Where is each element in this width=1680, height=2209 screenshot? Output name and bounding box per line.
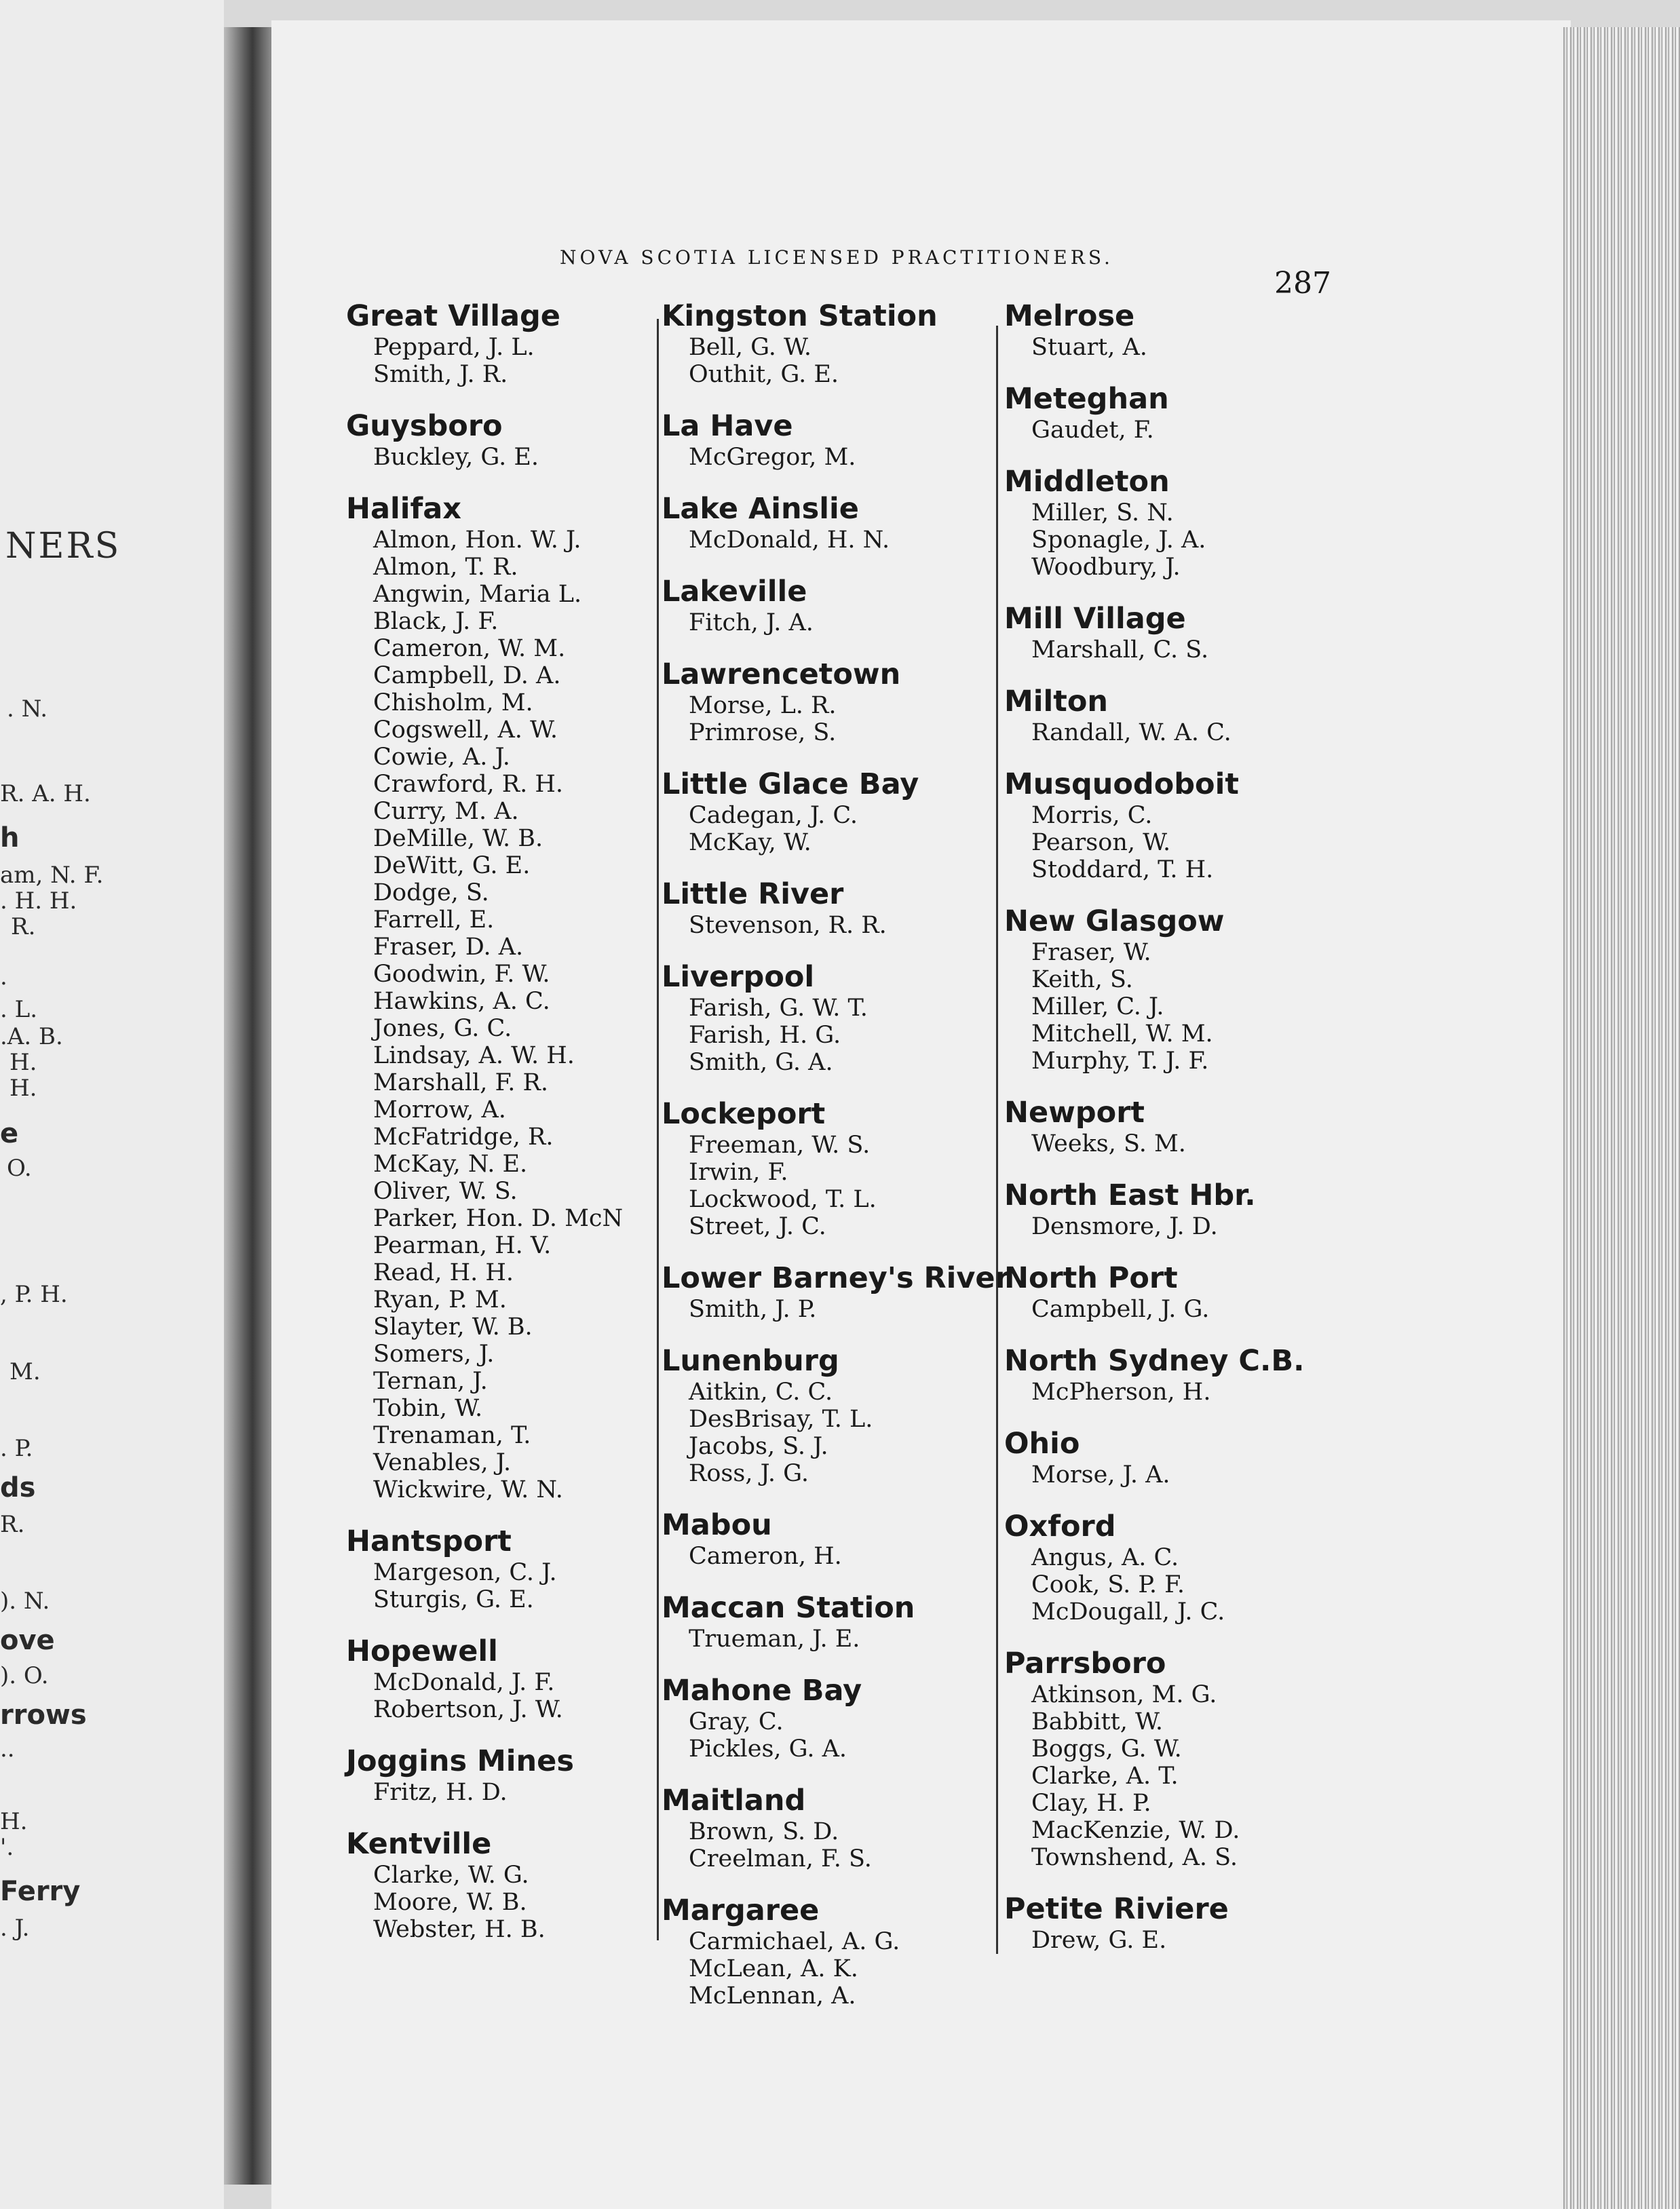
facing-page-fragment: ). N. (0, 1588, 50, 1615)
facing-page-fragment: ). O. (0, 1662, 49, 1689)
practitioner-name: Babbitt, W. (1031, 1708, 1163, 1735)
locality-name: Oxford (1004, 1510, 1116, 1543)
locality-entry (662, 1673, 997, 1763)
practitioner-name: Webster, H. B. (373, 1916, 546, 1943)
practitioner-name: Jones, G. C. (373, 1015, 512, 1042)
running-header: NOVA SCOTIA LICENSED PRACTITIONERS. (560, 246, 1113, 269)
locality-entry (1004, 464, 1330, 581)
practitioner-list (1004, 417, 1330, 444)
practitioner-list (662, 1379, 997, 1487)
practitioner-name: Venables, J. (373, 1449, 512, 1476)
practitioner-name: Creelman, F. S. (689, 1845, 872, 1872)
practitioner-name: Stuart, A. (1031, 334, 1147, 361)
column-rule (657, 319, 659, 1940)
locality-entry (662, 959, 997, 1076)
column-3 (1004, 299, 1330, 1974)
practitioner-name: Townshend, A. S. (1031, 1844, 1238, 1871)
locality-name: Little Glace Bay (662, 767, 919, 801)
practitioner-name: Outhit, G. E. (689, 361, 839, 388)
locality-entry (1004, 1509, 1330, 1626)
practitioner-list (662, 1296, 997, 1323)
facing-page-fragment: H. (0, 1808, 28, 1835)
practitioner-name: MacKenzie, W. D. (1031, 1817, 1240, 1844)
locality-entry (1004, 1178, 1330, 1240)
locality-name: Mabou (662, 1508, 772, 1542)
practitioner-name: Fitch, J. A. (689, 609, 814, 636)
practitioner-name: Margeson, C. J. (373, 1559, 557, 1586)
locality-entry (662, 574, 997, 636)
practitioner-name: Marshall, C. S. (1031, 636, 1209, 664)
practitioner-name: Goodwin, F. W. (373, 961, 550, 988)
facing-page-fragment: . N. (7, 695, 47, 723)
page-edges (1561, 27, 1680, 2209)
practitioner-list (662, 526, 997, 554)
practitioner-list (1004, 1461, 1330, 1488)
practitioner-list (662, 995, 997, 1076)
locality-entry (346, 1826, 645, 1943)
practitioner-name: DeMille, W. B. (373, 825, 543, 852)
locality-entry (662, 1096, 997, 1240)
practitioner-name: Sturgis, G. E. (373, 1586, 534, 1613)
practitioner-list (662, 1928, 997, 2010)
practitioner-name: McKay, W. (689, 829, 812, 856)
practitioner-name: Gray, C. (689, 1708, 784, 1735)
locality-name: North Sydney C.B. (1004, 1344, 1305, 1378)
locality-entry (346, 1634, 645, 1723)
facing-page-fragment: . P. (0, 1435, 33, 1462)
practitioner-name: Morrow, A. (373, 1096, 506, 1123)
locality-name: Petite Riviere (1004, 1892, 1229, 1926)
page-number: 287 (1274, 266, 1331, 301)
locality-name: Lawrencetown (662, 657, 901, 691)
practitioner-list (346, 1559, 645, 1613)
practitioner-list (346, 1779, 645, 1806)
book-gutter (224, 27, 271, 2185)
practitioner-name: Crawford, R. H. (373, 771, 563, 798)
locality-name: North Port (1004, 1261, 1178, 1295)
practitioner-name: Smith, J. R. (373, 361, 508, 388)
practitioner-name: McDonald, J. F. (373, 1669, 555, 1696)
practitioner-name: Black, J. F. (373, 608, 499, 635)
practitioner-name: Dodge, S. (373, 879, 489, 906)
practitioner-name: Almon, Hon. W. J. (373, 526, 581, 554)
locality-entry (662, 1590, 997, 1653)
locality-entry (1004, 299, 1330, 361)
facing-page-fragment: H. (9, 1049, 37, 1076)
locality-name: Melrose (1004, 299, 1135, 333)
locality-name: Guysboro (346, 409, 503, 443)
facing-page-fragment: ove (0, 1625, 55, 1656)
practitioner-name: McPherson, H. (1031, 1379, 1211, 1406)
practitioner-name: Clay, H. P. (1031, 1790, 1151, 1817)
practitioner-name: Cameron, W. M. (373, 635, 566, 662)
locality-name: Lower Barney's River (662, 1261, 1010, 1295)
practitioner-name: McFatridge, R. (373, 1123, 554, 1151)
practitioner-name: Somers, J. (373, 1341, 495, 1368)
facing-page-fragment: am, N. F. (0, 862, 104, 889)
facing-page-fragment: rrows (0, 1699, 87, 1731)
locality-name: Little River (662, 877, 844, 911)
practitioner-list (346, 1862, 645, 1943)
practitioner-name: Primrose, S. (689, 719, 837, 746)
locality-entry (662, 657, 997, 746)
practitioner-list (662, 802, 997, 856)
practitioner-name: Angwin, Maria L. (373, 581, 582, 608)
practitioner-name: Atkinson, M. G. (1031, 1681, 1217, 1708)
practitioner-list (1004, 1544, 1330, 1626)
practitioner-name: Clarke, A. T. (1031, 1763, 1179, 1790)
locality-entry (662, 1893, 997, 2010)
locality-name: Middleton (1004, 465, 1170, 499)
locality-name: Lakeville (662, 575, 807, 609)
locality-name: Lunenburg (662, 1344, 839, 1378)
locality-entry (662, 491, 997, 554)
practitioner-name: Street, J. C. (689, 1213, 826, 1240)
facing-page-fragment: . (0, 963, 7, 991)
practitioner-name: Angus, A. C. (1031, 1544, 1179, 1571)
locality-name: Maccan Station (662, 1591, 915, 1625)
practitioner-name: Irwin, F. (689, 1159, 788, 1186)
facing-page-fragment: '. (0, 1834, 14, 1861)
practitioner-name: Ryan, P. M. (373, 1286, 507, 1313)
practitioner-list (1004, 334, 1330, 361)
locality-entry (1004, 1343, 1330, 1406)
facing-page-fragment: NERS (5, 526, 121, 566)
locality-name: Lockeport (662, 1097, 826, 1131)
locality-entry (1004, 1261, 1330, 1323)
locality-entry (346, 299, 645, 388)
locality-name: North East Hbr. (1004, 1178, 1256, 1212)
locality-entry (346, 1744, 645, 1806)
practitioner-name: McDonald, H. N. (689, 526, 890, 554)
practitioner-list (1004, 499, 1330, 581)
practitioner-name: Hawkins, A. C. (373, 988, 550, 1015)
practitioner-name: McLennan, A. (689, 1982, 856, 2010)
facing-page-fragment: .A. B. (0, 1023, 63, 1050)
practitioner-name: Tobin, W. (373, 1395, 483, 1422)
practitioner-name: Fraser, W. (1031, 939, 1151, 966)
locality-entry (662, 877, 997, 939)
practitioner-name: Jacobs, S. J. (689, 1433, 828, 1460)
practitioner-list (1004, 1927, 1330, 1954)
practitioner-name: Trueman, J. E. (689, 1626, 860, 1653)
practitioner-name: Smith, J. P. (689, 1296, 817, 1323)
practitioner-name: Mitchell, W. M. (1031, 1020, 1213, 1048)
practitioner-name: McLean, A. K. (689, 1955, 858, 1982)
facing-page-fragment: h (0, 822, 20, 853)
practitioner-list (662, 609, 997, 636)
locality-entry (662, 1261, 1010, 1323)
practitioner-name: Parker, Hon. D. McN (373, 1205, 624, 1232)
practitioner-list (346, 1669, 645, 1723)
practitioner-name: Miller, C. J. (1031, 993, 1164, 1020)
practitioner-name: Ternan, J. (373, 1368, 488, 1395)
locality-entry (346, 408, 645, 471)
locality-name: Great Village (346, 299, 560, 333)
facing-page-fragment: R. (0, 1511, 25, 1538)
locality-name: Joggins Mines (346, 1744, 574, 1778)
locality-name: Halifax (346, 492, 461, 526)
practitioner-name: Aitkin, C. C. (689, 1379, 833, 1406)
locality-name: Musquodoboit (1004, 767, 1239, 801)
practitioner-name: Lindsay, A. W. H. (373, 1042, 575, 1069)
facing-page-fragment: R. (11, 913, 36, 940)
practitioner-list (662, 1818, 997, 1872)
practitioner-name: Farish, G. W. T. (689, 995, 868, 1022)
practitioner-name: Pearman, H. V. (373, 1232, 552, 1259)
locality-name: Lake Ainslie (662, 492, 859, 526)
locality-name: La Have (662, 409, 793, 443)
facing-page-fragment: . J. (0, 1915, 30, 1942)
locality-name: Kentville (346, 1827, 492, 1861)
practitioner-name: McKay, N. E. (373, 1151, 528, 1178)
practitioner-name: Curry, M. A. (373, 798, 519, 825)
practitioner-name: Ross, J. G. (689, 1460, 809, 1487)
practitioner-name: Cook, S. P. F. (1031, 1571, 1185, 1598)
practitioner-name: Morse, J. A. (1031, 1461, 1170, 1488)
practitioner-name: Read, H. H. (373, 1259, 514, 1286)
practitioner-name: Bell, G. W. (689, 334, 812, 361)
practitioner-name: Fraser, D. A. (373, 934, 524, 961)
locality-entry (1004, 684, 1330, 746)
practitioner-list (1004, 802, 1330, 883)
practitioner-name: McDougall, J. C. (1031, 1598, 1225, 1626)
practitioner-list (1004, 1681, 1330, 1871)
column-2 (662, 299, 1010, 2030)
practitioner-name: Smith, G. A. (689, 1049, 833, 1076)
practitioner-name: Weeks, S. M. (1031, 1130, 1186, 1157)
practitioner-list (1004, 1296, 1330, 1323)
facing-page-fragment: O. (7, 1155, 32, 1182)
practitioner-name: Woodbury, J. (1031, 554, 1181, 581)
locality-name: Liverpool (662, 960, 815, 994)
practitioner-name: DeWitt, G. E. (373, 852, 531, 879)
practitioner-name: Fritz, H. D. (373, 1779, 508, 1806)
practitioner-list (662, 1708, 997, 1763)
facing-page-fragment: . H. H. (0, 887, 77, 915)
practitioner-name: Sponagle, J. A. (1031, 526, 1206, 554)
practitioner-name: Morse, L. R. (689, 692, 837, 719)
locality-entry (662, 408, 997, 471)
locality-entry (1004, 1891, 1330, 1954)
practitioner-name: Boggs, G. W. (1031, 1735, 1182, 1763)
facing-page-fragment: Ferry (0, 1876, 81, 1907)
practitioner-name: Gaudet, F. (1031, 417, 1154, 444)
practitioner-name: Moore, W. B. (373, 1889, 527, 1916)
practitioner-list (662, 692, 997, 746)
practitioner-list (1004, 1379, 1330, 1406)
locality-entry (1004, 904, 1330, 1075)
practitioner-name: Robertson, J. W. (373, 1696, 563, 1723)
practitioner-name: Freeman, W. S. (689, 1132, 871, 1159)
locality-entry (1004, 601, 1330, 664)
practitioner-list (1004, 1130, 1330, 1157)
practitioner-name: Miller, S. N. (1031, 499, 1174, 526)
practitioner-name: Cadegan, J. C. (689, 802, 858, 829)
practitioner-name: Farrell, E. (373, 906, 495, 934)
practitioner-list (346, 334, 645, 388)
locality-entry (1004, 381, 1330, 444)
locality-entry (662, 1507, 997, 1570)
locality-name: Parrsboro (1004, 1647, 1166, 1680)
locality-entry (662, 767, 997, 856)
practitioner-name: Slayter, W. B. (373, 1313, 533, 1341)
practitioner-name: Brown, S. D. (689, 1818, 839, 1845)
practitioner-list (662, 1543, 997, 1570)
practitioner-name: Peppard, J. L. (373, 334, 535, 361)
locality-name: Meteghan (1004, 382, 1169, 416)
practitioner-name: Randall, W. A. C. (1031, 719, 1232, 746)
column-1 (346, 299, 645, 1963)
practitioner-list (662, 912, 997, 939)
locality-name: Ohio (1004, 1427, 1080, 1461)
facing-page-fragment: R. A. H. (0, 780, 91, 807)
practitioner-name: Buckley, G. E. (373, 444, 539, 471)
locality-entry (346, 1524, 645, 1613)
practitioner-name: Farish, H. G. (689, 1022, 841, 1049)
practitioner-name: Trenaman, T. (373, 1422, 531, 1449)
facing-page-fragment: ds (0, 1472, 36, 1503)
facing-page (0, 0, 224, 2209)
practitioner-name: Keith, S. (1031, 966, 1133, 993)
locality-entry (1004, 1426, 1330, 1488)
practitioner-list (662, 1132, 997, 1240)
practitioner-name: Pickles, G. A. (689, 1735, 847, 1763)
practitioner-name: Wickwire, W. N. (373, 1476, 563, 1503)
facing-page-fragment: e (0, 1118, 19, 1149)
practitioner-name: Lockwood, T. L. (689, 1186, 877, 1213)
locality-entry (662, 1783, 997, 1872)
practitioner-name: Oliver, W. S. (373, 1178, 518, 1205)
locality-name: Hantsport (346, 1524, 512, 1558)
locality-name: New Glasgow (1004, 904, 1225, 938)
practitioner-list (346, 444, 645, 471)
locality-name: Mill Village (1004, 602, 1186, 636)
locality-entry (662, 1343, 997, 1487)
practitioner-name: Pearson, W. (1031, 829, 1171, 856)
locality-name: Milton (1004, 685, 1108, 718)
practitioner-list (1004, 719, 1330, 746)
practitioner-name: Campbell, J. G. (1031, 1296, 1210, 1323)
practitioner-name: Campbell, D. A. (373, 662, 561, 689)
practitioner-name: Stevenson, R. R. (689, 912, 887, 939)
practitioner-name: McGregor, M. (689, 444, 856, 471)
locality-entry (1004, 1095, 1330, 1157)
practitioner-list (662, 334, 997, 388)
locality-name: Newport (1004, 1096, 1145, 1130)
locality-name: Hopewell (346, 1634, 498, 1668)
locality-name: Margaree (662, 1894, 820, 1927)
locality-entry (346, 491, 645, 1503)
practitioner-name: Densmore, J. D. (1031, 1213, 1218, 1240)
practitioner-list (662, 444, 997, 471)
practitioner-list (346, 526, 645, 1503)
practitioner-name: Drew, G. E. (1031, 1927, 1167, 1954)
practitioner-name: Clarke, W. G. (373, 1862, 529, 1889)
facing-page-fragment: H. (9, 1075, 37, 1102)
practitioner-name: Marshall, F. R. (373, 1069, 549, 1096)
facing-page-fragment: . L. (0, 996, 38, 1023)
practitioner-name: Morris, C. (1031, 802, 1153, 829)
practitioner-name: Chisholm, M. (373, 689, 533, 716)
practitioner-list (1004, 939, 1330, 1075)
practitioner-name: Cogswell, A. W. (373, 716, 558, 744)
locality-name: Maitland (662, 1784, 806, 1818)
locality-entry (1004, 767, 1330, 883)
facing-page-fragment: .. (0, 1735, 15, 1763)
locality-entry (662, 299, 997, 388)
facing-page-fragment: M. (9, 1358, 41, 1385)
practitioner-name: DesBrisay, T. L. (689, 1406, 873, 1433)
practitioner-list (662, 1626, 997, 1653)
locality-name: Mahone Bay (662, 1674, 862, 1708)
locality-entry (1004, 1646, 1330, 1871)
practitioner-list (1004, 1213, 1330, 1240)
practitioner-name: Murphy, T. J. F. (1031, 1048, 1209, 1075)
practitioner-list (1004, 636, 1330, 664)
practitioner-name: Cowie, A. J. (373, 744, 510, 771)
facing-page-fragment: , P. H. (0, 1281, 68, 1308)
practitioner-name: Stoddard, T. H. (1031, 856, 1214, 883)
practitioner-name: Carmichael, A. G. (689, 1928, 900, 1955)
practitioner-name: Cameron, H. (689, 1543, 842, 1570)
locality-name: Kingston Station (662, 299, 938, 333)
practitioner-name: Almon, T. R. (373, 554, 518, 581)
